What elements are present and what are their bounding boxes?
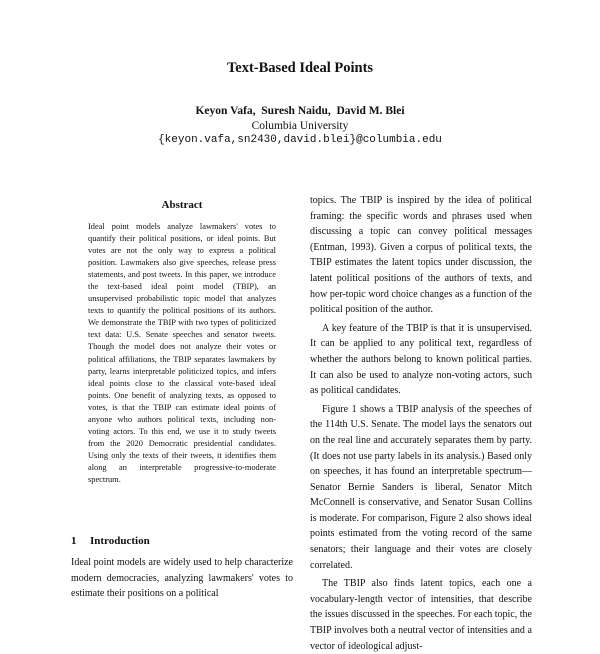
body-paragraph: topics. The TBIP is inspired by the idea of political framing: the specific words and phrases used when discussing a topic can convey political messages (Entman, 1993). Given a corpus of political texts, the TBIP estimates the latent topics under discussion, the latent political positions of the authors of texts, and how per-topic word choice changes as a function of the political position of the author. bbox=[310, 195, 532, 316]
author-affiliation: Columbia University bbox=[251, 120, 349, 132]
author-list bbox=[0, 105, 600, 117]
section-heading-introduction bbox=[71, 535, 150, 547]
section-title: Introduction bbox=[90, 535, 150, 547]
author-emails: {keyon.vafa,sn2430,david.blei}@columbia.edu bbox=[158, 134, 442, 146]
author-name: Keyon Vafa bbox=[195, 105, 253, 117]
body-paragraph: A key feature of the TBIP is that it is unsupervised. It can be applied to any political text, regardless of whether the authors belong to known political parties. It can also be used to analyze non-voting actors, such as political candidates. bbox=[310, 322, 532, 397]
right-column bbox=[310, 193, 532, 654]
body-paragraph: The TBIP also finds latent topics, each one a vocabulary-length vector of intensities, that describe the issues discussed in the speeches. For each topic, the TBIP involves both a neutral vector of intensities and a vector of ideological adjust- bbox=[310, 578, 532, 652]
section-number: 1 bbox=[71, 535, 77, 547]
author-name: , Suresh Naidu bbox=[253, 105, 328, 117]
author-name: , David M. Blei bbox=[328, 105, 405, 117]
abstract-text: Ideal point models analyze lawmakers' votes to quantify their political positions, or ideal points. But votes are not the only way to express a political position. Lawmakers also give speeches, release press statements, and post tweets. In this paper, we introduce the text-based ideal point model (TBIP), an unsupervised probabilistic topic model that analyzes texts to quantify the political positions of its authors. We demonstrate the TBIP with two types of politicized text data: U.S. Senate speeches and senator tweets. Though the model does not analyze their votes or political affiliations, the TBIP separates lawmakers by party, learns interpretable politicized topics, and infers ideal points close to the classical vote-based ideal points. One benefit of analyzing texts, as opposed to votes, is that the TBIP can estimate ideal points of anyone who authors political texts, including non-voting actors. To this end, we use it to study tweets from the 2020 Democratic presidential candidates. Using only the texts of their tweets, it identifies them along an interpretable progressive-to-moderate spectrum. bbox=[88, 222, 276, 484]
body-paragraph: Figure 1 shows a TBIP analysis of the speeches of the 114th U.S. Senate. The model lays the senators out on the real line and accurately separates them by party. (It does not use party labels in its analysis.) Based only on speeches, it has found an interpretable spectrum—Senator Bernie Sanders is liberal, Senator Mitch McConnell is conservative, and Senator Susan Collins is moderate. For comparison, Figure 2 also shows ideal points estimated from the voting record of the same senators; their language and their votes are closely correlated. bbox=[310, 403, 532, 571]
abstract-heading: Abstract bbox=[161, 199, 203, 211]
paper-title: Text-Based Ideal Points bbox=[226, 60, 374, 76]
introduction-text: Ideal point models are widely used to help characterize modern democracies, analyzing lawmakers' votes to estimate their positions on a political bbox=[71, 557, 293, 600]
